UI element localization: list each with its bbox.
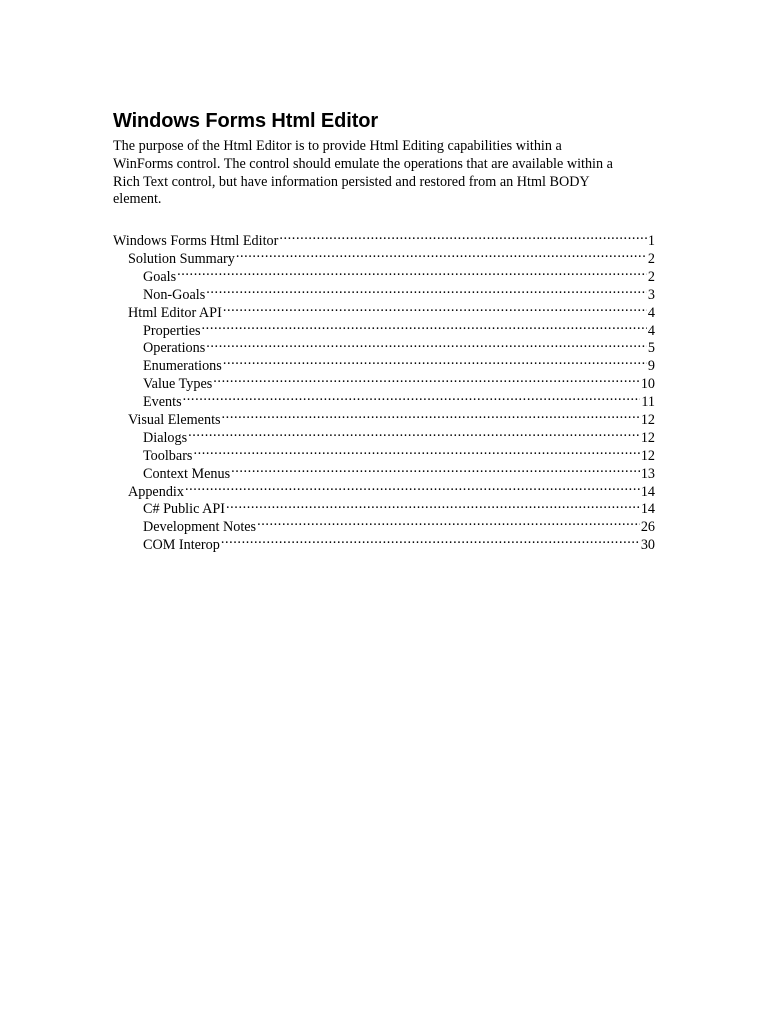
table-of-contents <box>113 227 655 554</box>
toc-entry[interactable] <box>113 388 655 411</box>
toc-entry-label[interactable]: Value Types <box>143 376 213 393</box>
toc-page-number[interactable]: 4 <box>647 304 655 321</box>
toc-dot-leader <box>193 442 639 460</box>
intro-line: Rich Text control, but have information persisted and restored from an Html BODY <box>113 173 590 190</box>
toc-page-number[interactable]: 26 <box>640 519 655 536</box>
toc-dot-leader <box>206 335 647 353</box>
toc-page-number[interactable]: 2 <box>647 250 655 267</box>
toc-dot-leader <box>279 227 647 245</box>
toc-dot-leader <box>177 263 647 281</box>
toc-dot-leader <box>213 370 640 388</box>
toc-page-number[interactable]: 12 <box>640 447 655 464</box>
intro-line: The purpose of the Html Editor is to provide Html Editing capabilities within a <box>113 138 562 154</box>
toc-entry[interactable] <box>113 227 655 250</box>
toc-entry-label[interactable]: Solution Summary <box>128 250 235 267</box>
toc-entry[interactable] <box>113 442 655 464</box>
toc-dot-leader <box>231 460 640 478</box>
page-title: Windows Forms Html Editor <box>113 110 379 132</box>
toc-page-number[interactable]: 3 <box>647 286 655 303</box>
toc-entry[interactable] <box>113 496 655 518</box>
intro-paragraph <box>113 138 655 209</box>
toc-dot-leader <box>222 406 640 424</box>
toc-entry[interactable] <box>113 263 655 285</box>
toc-entry-label[interactable]: Dialogs <box>143 429 188 446</box>
toc-entry-label[interactable]: Events <box>143 394 182 411</box>
toc-page-number[interactable]: 10 <box>640 376 655 393</box>
toc-page-number[interactable]: 14 <box>640 501 655 518</box>
document-page <box>113 108 655 554</box>
toc-entry[interactable] <box>113 406 655 428</box>
toc-entry-label[interactable]: Toolbars <box>143 447 193 464</box>
toc-dot-leader <box>236 245 647 263</box>
toc-entry-label[interactable]: COM Interop <box>143 537 220 554</box>
toc-entry-label[interactable]: Enumerations <box>143 358 222 375</box>
toc-dot-leader <box>257 513 640 531</box>
toc-page-number[interactable]: 1 <box>647 233 655 250</box>
toc-entry-label[interactable]: Context Menus <box>143 465 231 482</box>
toc-entry[interactable] <box>113 281 655 303</box>
toc-entry[interactable] <box>113 478 655 500</box>
toc-dot-leader <box>223 299 647 317</box>
toc-dot-leader <box>202 317 647 335</box>
toc-page-number[interactable]: 12 <box>640 411 655 428</box>
toc-entry-label[interactable]: Non-Goals <box>143 286 206 303</box>
toc-page-number[interactable]: 2 <box>647 268 655 285</box>
toc-entry-label[interactable]: Operations <box>143 340 206 357</box>
toc-page-number[interactable]: 11 <box>641 394 655 411</box>
intro-line: WinForms control. The control should emulate the operations that are available within a <box>113 155 613 172</box>
toc-entry-label[interactable]: C# Public API <box>143 501 225 518</box>
toc-page-number[interactable]: 30 <box>640 537 655 554</box>
toc-entry[interactable] <box>113 424 655 446</box>
toc-entry-label[interactable]: Properties <box>143 322 201 339</box>
toc-entry-label[interactable]: Html Editor API <box>128 304 222 321</box>
toc-entry-label[interactable]: Appendix <box>128 483 184 500</box>
toc-dot-leader <box>183 388 641 406</box>
toc-page-number[interactable]: 14 <box>640 483 655 500</box>
toc-page-number[interactable]: 5 <box>647 340 655 357</box>
intro-line: element. <box>113 191 162 208</box>
toc-dot-leader <box>206 281 647 299</box>
toc-page-number[interactable]: 13 <box>640 465 655 482</box>
toc-dot-leader <box>226 496 640 514</box>
toc-entry-label[interactable]: Visual Elements <box>128 411 221 428</box>
toc-dot-leader <box>185 478 640 496</box>
toc-entry-label[interactable]: Windows Forms Html Editor <box>113 233 279 250</box>
toc-dot-leader <box>223 352 647 370</box>
toc-entry-label[interactable]: Goals <box>143 268 177 285</box>
toc-entry[interactable] <box>113 460 655 482</box>
toc-dot-leader <box>188 424 640 442</box>
toc-dot-leader <box>221 531 640 549</box>
toc-page-number[interactable]: 12 <box>640 429 655 446</box>
toc-entry-label[interactable]: Development Notes <box>143 519 257 536</box>
toc-page-number[interactable]: 9 <box>647 358 655 375</box>
toc-page-number[interactable]: 4 <box>647 322 655 339</box>
